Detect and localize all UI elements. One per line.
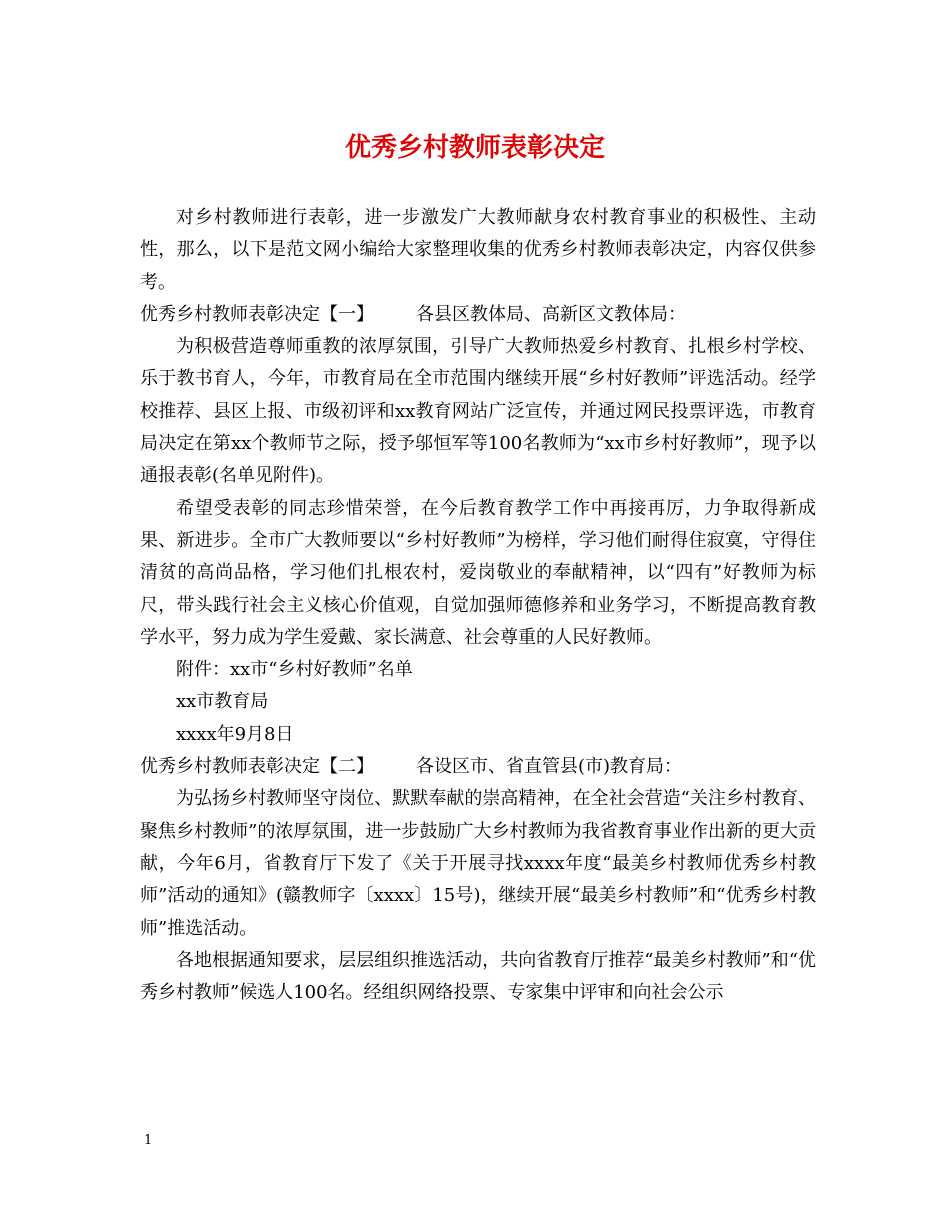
document-body (140, 202, 816, 1009)
page-number: 1 (144, 1133, 153, 1148)
section1-paragraph: 希望受表彰的同志珍惜荣誉，在今后教育教学工作中再接再厉，力争取得新成果、新进步。全市广大教师要以“乡村好教师”为榜样，学习他们耐得住寂寞，守得住清贫的高尚品格，学习他们扎根农村，爱岗敬业的奉献精神，以“四有”好教师为标尺，带头践行社会主义核心价值观，自觉加强师德修养和业务学习，不断提高教育教学水平，努力成为学生爱戴、家长满意、社会尊重的人民好教师。 (140, 497, 816, 648)
section1-heading-line (140, 299, 816, 331)
section2-addressee: 各设区市、省直管县(市)教育局： (416, 756, 683, 778)
section2-heading: 优秀乡村教师表彰决定【二】 (140, 756, 374, 778)
document-title: 优秀乡村教师表彰决定 (344, 133, 605, 163)
section1-paragraph: 为积极营造尊师重教的浓厚氛围，引导广大教师热爱乡村教育、扎根乡村学校、乐于教书育人，今年，市教育局在全市范围内继续开展“乡村好教师”评选活动。经学校推荐、县区上报、市级初评和xx教育网站广泛宣传，并通过网民投票评选，市教育局决定在第xx个教师节之际，授予邬恒军等100名教师为“xx市乡村好教师”，现予以通报表彰(名单见附件)。 (140, 336, 816, 487)
section1-date: xxxx年9月8日 (176, 723, 294, 745)
section2-paragraph: 为弘扬乡村教师坚守岗位、默默奉献的崇高精神，在全社会营造“关注乡村教育、聚焦乡村教师”的浓厚氛围，进一步鼓励广大乡村教师为我省教育事业作出新的更大贡献，今年6月，省教育厅下发了《关于开展寻找xxxx年度“最美乡村教师优秀乡村教师”活动的通知》(赣教师字〔xxxx〕15号)，继续开展“最美乡村教师”和“优秀乡村教师”推选活动。 (140, 788, 816, 939)
section2-paragraph: 各地根据通知要求，层层组织推选活动，共向省教育厅推荐“最美乡村教师”和“优秀乡村教师”候选人100名。经组织网络投票、专家集中评审和向社会公示 (140, 949, 816, 1004)
section1-addressee: 各县区教体局、高新区文教体局： (416, 303, 686, 325)
section2-heading-line (140, 751, 816, 783)
section1-attachment: 附件：xx市“乡村好教师”名单 (176, 659, 413, 681)
section1-signature: xx市教育局 (176, 691, 269, 713)
section1-heading: 优秀乡村教师表彰决定【一】 (140, 303, 374, 325)
intro-paragraph: 对乡村教师进行表彰，进一步激发广大教师献身农村教育事业的积极性、主动性，那么，以下是范文网小编给大家整理收集的优秀乡村教师表彰决定，内容仅供参考。 (140, 207, 816, 293)
